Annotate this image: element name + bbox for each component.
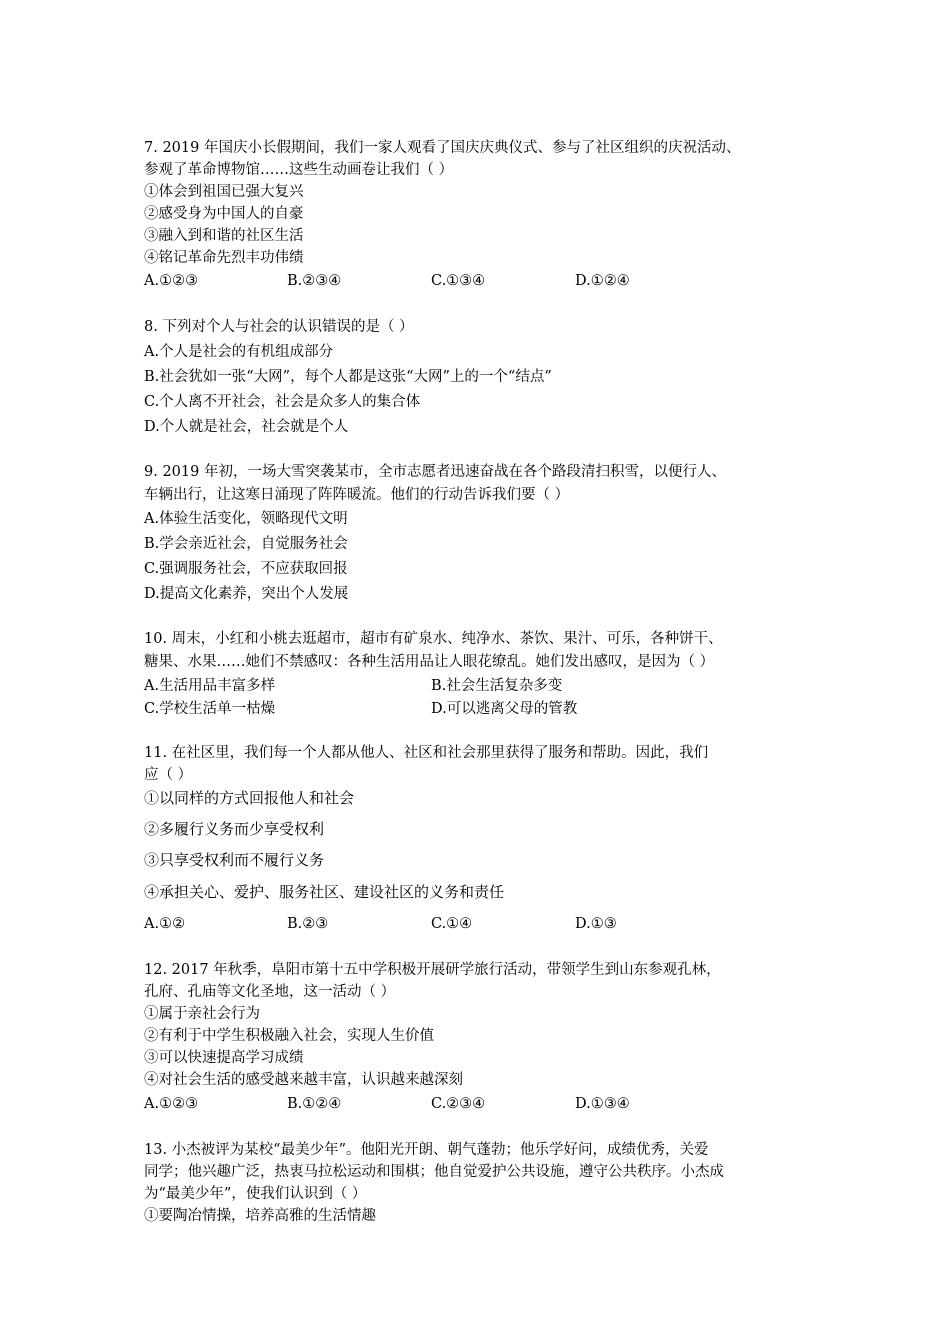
q7-item-2: ②感受身为中国人的自豪: [144, 206, 304, 222]
q12-stem-line-1: 12. 2017 年秋季，阜阳市第十五中学积极开展研学旅行活动，带领学生到山东参观孔林，: [144, 962, 721, 978]
q7-stem-line-2: 参观了革命博物馆……这些生动画卷让我们（ ）: [144, 162, 454, 178]
q12-item-2: ②有利于中学生积极融入社会，实现人生价值: [144, 1028, 434, 1044]
q8-option-d: D.个人就是社会，社会就是个人: [144, 419, 349, 435]
q7-item-1: ①体会到祖国已强大复兴: [144, 184, 304, 200]
q11-option-c: C.①④: [431, 916, 473, 932]
q7-option-a: A.①②③: [144, 273, 199, 289]
q11-option-d: D.①③: [575, 916, 617, 932]
q11-stem-line-1: 11. 在社区里，我们每一个人都从他人、社区和社会那里获得了服务和帮助。因此，我们: [144, 745, 709, 761]
q10-stem-line-2: 糖果、水果……她们不禁感叹：各种生活用品让人眼花缭乱。她们发出感叹，是因为（ ）: [144, 654, 715, 670]
q7-stem-line-1: 7. 2019 年国庆小长假期间，我们一家人观看了国庆庆典仪式、参与了社区组织的庆祝活动、: [144, 140, 741, 156]
q9-option-c: C.强调服务社会，不应获取回报: [144, 561, 348, 577]
q9-stem-line-1: 9. 2019 年初，一场大雪突袭某市，全市志愿者迅速奋战在各个路段清扫积雪，以便行人、: [144, 464, 726, 480]
q7-option-c: C.①③④: [431, 273, 486, 289]
q10-option-c: C.学校生活单一枯燥: [144, 701, 276, 717]
q13-item-1: ①要陶冶情操，培养高雅的生活情趣: [144, 1208, 376, 1224]
q8-option-a: A.个人是社会的有机组成部分: [144, 344, 334, 360]
q9-option-b: B.学会亲近社会，自觉服务社会: [144, 536, 348, 552]
q12-item-1: ①属于亲社会行为: [144, 1006, 260, 1022]
q7-option-d: D.①②④: [575, 273, 630, 289]
q11-option-a: A.①②: [144, 916, 186, 932]
q9-stem-line-2: 车辆出行，让这寒日涌现了阵阵暖流。他们的行动告诉我们要（ ）: [144, 487, 570, 503]
q7-item-4: ④铭记革命先烈丰功伟绩: [144, 250, 304, 266]
q7-item-3: ③融入到和谐的社区生活: [144, 228, 304, 244]
q12-option-c: C.②③④: [431, 1096, 486, 1112]
q13-stem-line-1: 13. 小杰被评为某校“最美少年”。他阳光开朗、朝气蓬勃；他乐学好问，成绩优秀，关爱: [144, 1142, 709, 1158]
q12-option-a: A.①②③: [144, 1096, 199, 1112]
q8-option-b: B.社会犹如一张“大网”，每个人都是这张“大网”上的一个“结点”: [144, 369, 552, 385]
q12-option-d: D.①③④: [575, 1096, 630, 1112]
q10-option-b: B.社会生活复杂多变: [431, 678, 563, 694]
q9-option-a: A.体验生活变化，领略现代文明: [144, 511, 348, 527]
q12-item-4: ④对社会生活的感受越来越丰富，认识越来越深刻: [144, 1072, 463, 1088]
q12-option-b: B.①②④: [287, 1096, 342, 1112]
q11-item-2: ②多履行义务而少享受权利: [144, 820, 325, 838]
q10-option-a: A.生活用品丰富多样: [144, 678, 276, 694]
q7-option-b: B.②③④: [287, 273, 342, 289]
q11-item-1: ①以同样的方式回报他人和社会: [144, 789, 355, 807]
q11-option-b: B.②③: [287, 916, 329, 932]
q13-stem-line-2: 同学；他兴趣广泛，热衷马拉松运动和围棋；他自觉爱护公共设施，遵守公共秩序。小杰成: [144, 1164, 724, 1180]
q11-item-4: ④承担关心、爱护、服务社区、建设社区的义务和责任: [144, 883, 505, 901]
q10-option-d: D.可以逃离父母的管教: [431, 701, 578, 717]
q9-option-d: D.提高文化素养，突出个人发展: [144, 586, 349, 602]
q11-item-3: ③只享受权利而不履行义务: [144, 851, 325, 869]
q8-option-c: C.个人离不开社会，社会是众多人的集合体: [144, 394, 421, 410]
q8-stem: 8. 下列对个人与社会的认识错误的是（ ）: [144, 319, 414, 335]
q10-stem-line-1: 10. 周末，小红和小桃去逛超市，超市有矿泉水、纯净水、茶饮、果汁、可乐，各种饼干、: [144, 631, 723, 647]
q13-stem-line-3: 为“最美少年”，使我们认识到（ ）: [144, 1186, 367, 1202]
q12-item-3: ③可以快速提高学习成绩: [144, 1050, 304, 1066]
q11-stem-line-2: 应（ ）: [144, 767, 193, 783]
q12-stem-line-2: 孔府、孔庙等文化圣地，这一活动（ ）: [144, 984, 396, 1000]
